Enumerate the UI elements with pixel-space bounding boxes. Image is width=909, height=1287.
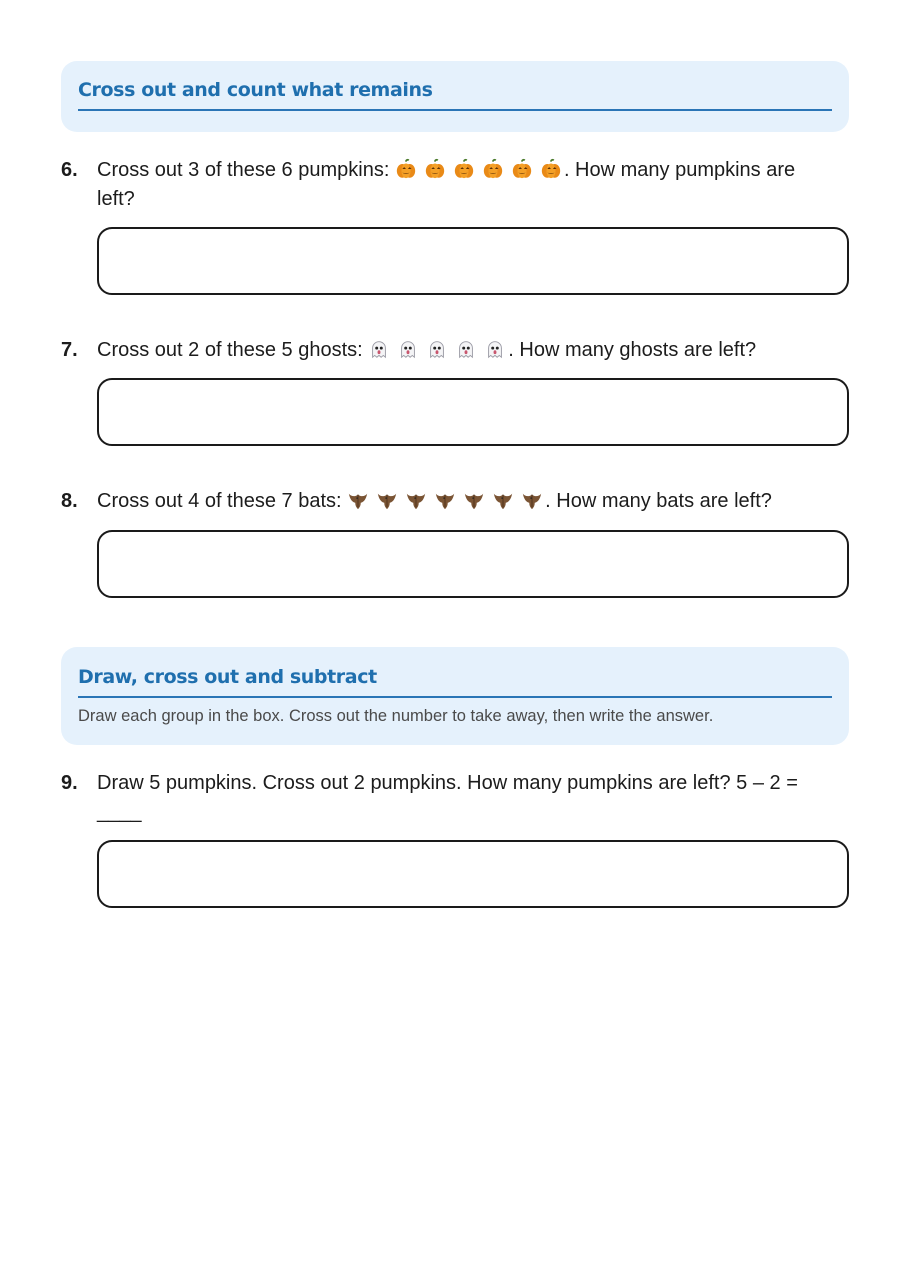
question-suffix: . How many bats are left? bbox=[545, 490, 772, 512]
answer-box[interactable] bbox=[97, 378, 849, 446]
bat-icon bbox=[434, 489, 458, 511]
answer-box[interactable] bbox=[97, 530, 849, 598]
icon-row bbox=[368, 339, 508, 361]
question-prompt: Cross out 4 of these 7 bats: bbox=[97, 490, 348, 512]
question-text bbox=[97, 487, 833, 516]
question-prompt: Draw 5 pumpkins. Cross out 2 pumpkins. How many pumpkins are left? 5 – 2 = ____ bbox=[97, 772, 798, 823]
ghost-icon bbox=[368, 338, 392, 360]
question-suffix: . How many ghosts are left? bbox=[508, 339, 757, 361]
question-7 bbox=[61, 336, 851, 366]
section-title: Cross out and count what remains bbox=[78, 79, 832, 111]
bat-icon bbox=[492, 489, 516, 511]
ghost-icon bbox=[484, 338, 508, 360]
question-number: 9. bbox=[61, 772, 78, 794]
pumpkin-icon bbox=[482, 158, 506, 180]
bat-icon bbox=[347, 489, 371, 511]
section-instructions: Draw each group in the box. Cross out the number to take away, then write the answer. bbox=[78, 707, 714, 725]
section-header bbox=[61, 61, 849, 132]
question-number: 8. bbox=[61, 490, 78, 512]
pumpkin-icon bbox=[395, 158, 419, 180]
question-number: 6. bbox=[61, 159, 78, 181]
section-header bbox=[61, 647, 849, 745]
answer-box[interactable] bbox=[97, 227, 849, 295]
bat-icon bbox=[376, 489, 400, 511]
bat-icon bbox=[405, 489, 429, 511]
answer-box[interactable] bbox=[97, 840, 849, 908]
question-prompt: Cross out 2 of these 5 ghosts: bbox=[97, 339, 369, 361]
question-9 bbox=[61, 769, 851, 829]
pumpkin-icon bbox=[424, 158, 448, 180]
question-text bbox=[97, 156, 833, 214]
bat-icon bbox=[521, 489, 545, 511]
ghost-icon bbox=[426, 338, 450, 360]
question-suffix: . How many pumpkins are left? bbox=[97, 159, 796, 210]
question-prompt: Cross out 3 of these 6 pumpkins: bbox=[97, 159, 395, 181]
question-8 bbox=[61, 487, 851, 517]
pumpkin-icon bbox=[540, 158, 564, 180]
question-6 bbox=[61, 156, 851, 216]
pumpkin-icon bbox=[511, 158, 535, 180]
question-text bbox=[97, 336, 833, 365]
question-text bbox=[97, 769, 833, 827]
question-number: 7. bbox=[61, 339, 78, 361]
icon-row bbox=[395, 159, 564, 181]
section-title: Draw, cross out and subtract bbox=[78, 666, 832, 698]
icon-row bbox=[347, 490, 545, 512]
ghost-icon bbox=[397, 338, 421, 360]
bat-icon bbox=[463, 489, 487, 511]
pumpkin-icon bbox=[453, 158, 477, 180]
ghost-icon bbox=[455, 338, 479, 360]
